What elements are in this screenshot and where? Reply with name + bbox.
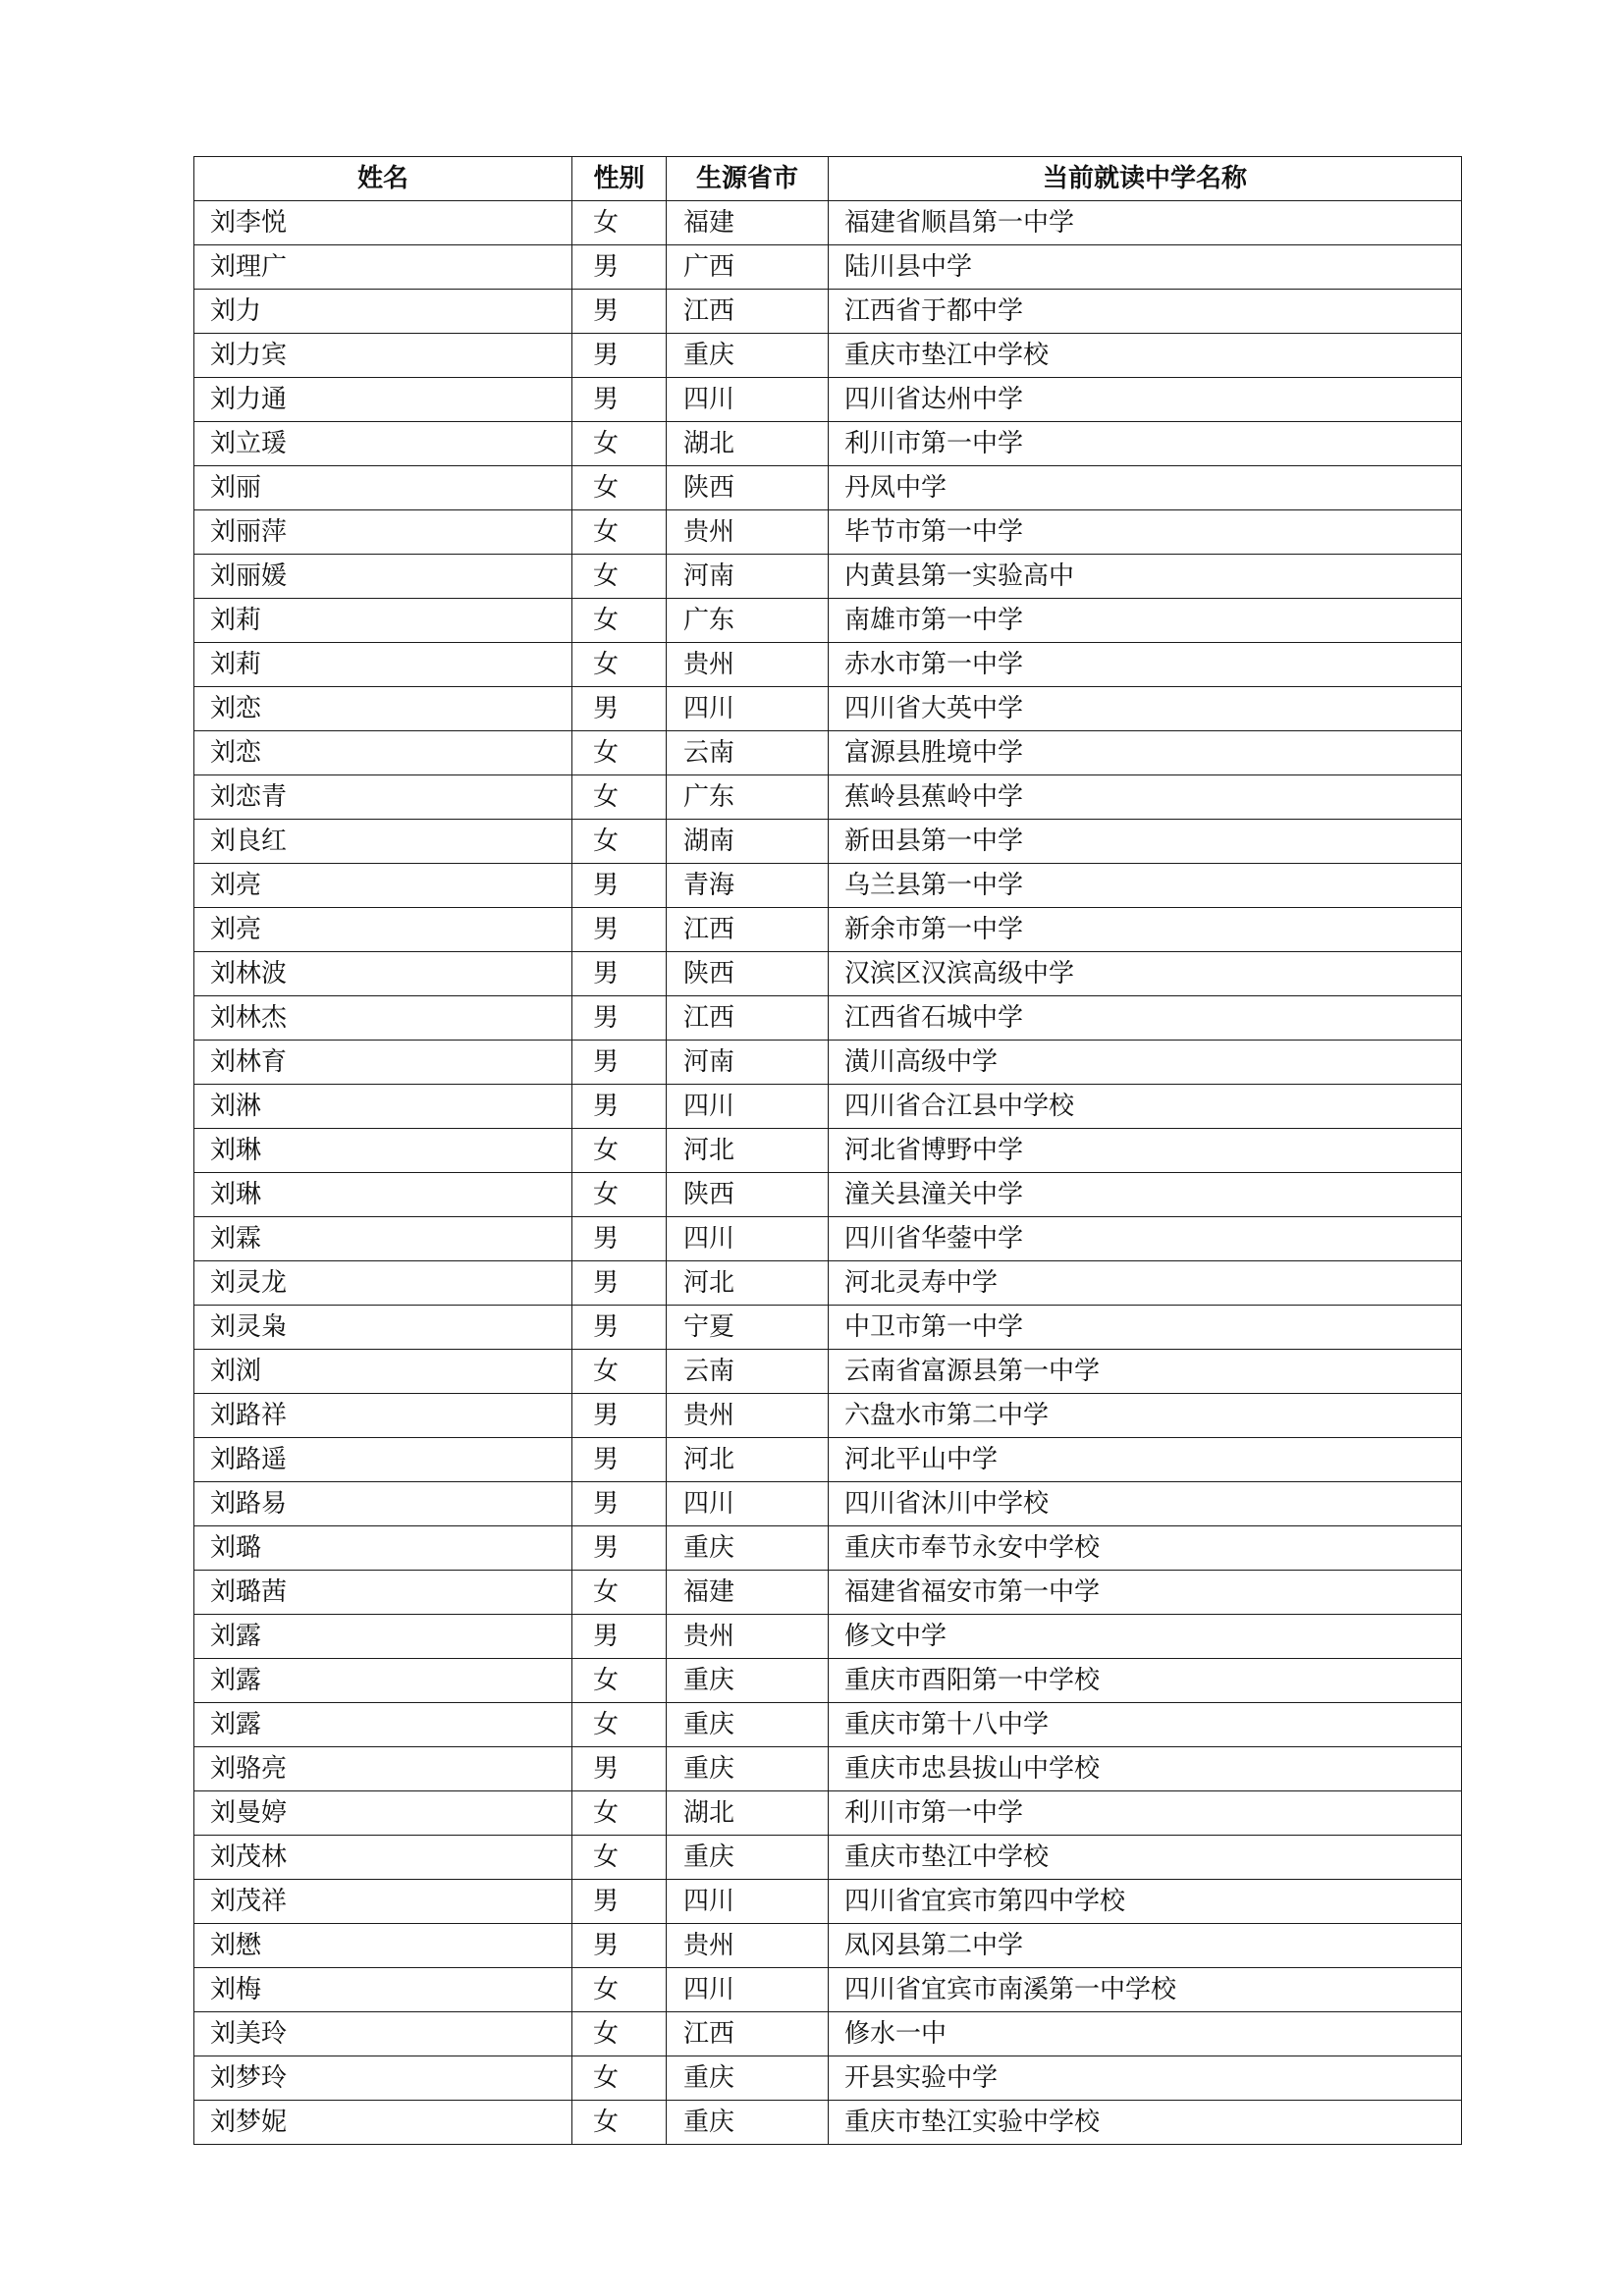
cell-gender: 男 [572, 1041, 667, 1085]
cell-gender: 男 [572, 952, 667, 996]
cell-name: 刘路遥 [194, 1438, 572, 1482]
table-row [194, 908, 1462, 952]
cell-gender: 男 [572, 1261, 667, 1306]
table-row [194, 555, 1462, 599]
cell-name: 刘莉 [194, 643, 572, 687]
cell-gender: 女 [572, 1350, 667, 1394]
table-row [194, 1747, 1462, 1791]
cell-gender: 女 [572, 1129, 667, 1173]
table-row [194, 1394, 1462, 1438]
cell-name: 刘力通 [194, 378, 572, 422]
cell-gender: 男 [572, 1747, 667, 1791]
cell-province: 四川 [667, 1085, 829, 1129]
table-row [194, 1173, 1462, 1217]
cell-name: 刘力宾 [194, 334, 572, 378]
header-gender: 性别 [572, 157, 667, 201]
cell-province: 重庆 [667, 2101, 829, 2145]
cell-province: 福建 [667, 201, 829, 245]
cell-school: 开县实验中学 [829, 2056, 1462, 2101]
cell-gender: 女 [572, 2056, 667, 2101]
cell-province: 重庆 [667, 1747, 829, 1791]
cell-school: 河北省博野中学 [829, 1129, 1462, 1173]
cell-school: 新田县第一中学 [829, 820, 1462, 864]
cell-school: 内黄县第一实验高中 [829, 555, 1462, 599]
cell-gender: 女 [572, 422, 667, 466]
cell-province: 宁夏 [667, 1306, 829, 1350]
table-row [194, 1041, 1462, 1085]
cell-name: 刘丽萍 [194, 510, 572, 555]
cell-school: 重庆市垫江实验中学校 [829, 2101, 1462, 2145]
cell-school: 四川省宜宾市南溪第一中学校 [829, 1968, 1462, 2012]
cell-gender: 女 [572, 2012, 667, 2056]
table-row [194, 1791, 1462, 1836]
table-row [194, 2056, 1462, 2101]
table-row [194, 334, 1462, 378]
header-school: 当前就读中学名称 [829, 157, 1462, 201]
table-row [194, 687, 1462, 731]
cell-province: 贵州 [667, 1924, 829, 1968]
cell-name: 刘骆亮 [194, 1747, 572, 1791]
cell-name: 刘璐茜 [194, 1571, 572, 1615]
table-row [194, 422, 1462, 466]
cell-name: 刘恋青 [194, 775, 572, 820]
cell-province: 福建 [667, 1571, 829, 1615]
cell-school: 赤水市第一中学 [829, 643, 1462, 687]
cell-gender: 女 [572, 201, 667, 245]
cell-name: 刘力 [194, 290, 572, 334]
cell-gender: 女 [572, 555, 667, 599]
cell-gender: 男 [572, 290, 667, 334]
table-row [194, 1703, 1462, 1747]
cell-gender: 女 [572, 2101, 667, 2145]
cell-gender: 男 [572, 1924, 667, 1968]
cell-school: 新余市第一中学 [829, 908, 1462, 952]
table-row [194, 201, 1462, 245]
cell-province: 四川 [667, 1482, 829, 1526]
cell-province: 江西 [667, 996, 829, 1041]
cell-gender: 女 [572, 1703, 667, 1747]
header-province: 生源省市 [667, 157, 829, 201]
cell-school: 江西省石城中学 [829, 996, 1462, 1041]
table-row [194, 1129, 1462, 1173]
cell-school: 四川省大英中学 [829, 687, 1462, 731]
cell-school: 重庆市垫江中学校 [829, 1836, 1462, 1880]
cell-province: 河北 [667, 1129, 829, 1173]
cell-name: 刘露 [194, 1703, 572, 1747]
cell-name: 刘淋 [194, 1085, 572, 1129]
table-row [194, 1085, 1462, 1129]
cell-gender: 男 [572, 245, 667, 290]
cell-school: 修水一中 [829, 2012, 1462, 2056]
cell-school: 潢川高级中学 [829, 1041, 1462, 1085]
cell-province: 河南 [667, 1041, 829, 1085]
cell-school: 蕉岭县蕉岭中学 [829, 775, 1462, 820]
cell-school: 重庆市忠县拔山中学校 [829, 1747, 1462, 1791]
cell-school: 重庆市垫江中学校 [829, 334, 1462, 378]
cell-school: 潼关县潼关中学 [829, 1173, 1462, 1217]
table-row [194, 1659, 1462, 1703]
cell-province: 贵州 [667, 643, 829, 687]
cell-school: 四川省宜宾市第四中学校 [829, 1880, 1462, 1924]
cell-name: 刘路祥 [194, 1394, 572, 1438]
cell-province: 陕西 [667, 952, 829, 996]
cell-name: 刘林波 [194, 952, 572, 996]
cell-province: 陕西 [667, 466, 829, 510]
cell-name: 刘露 [194, 1615, 572, 1659]
cell-province: 重庆 [667, 1703, 829, 1747]
cell-school: 乌兰县第一中学 [829, 864, 1462, 908]
cell-name: 刘梦妮 [194, 2101, 572, 2145]
cell-school: 重庆市酉阳第一中学校 [829, 1659, 1462, 1703]
cell-gender: 女 [572, 1791, 667, 1836]
table-header-row [194, 157, 1462, 201]
cell-school: 六盘水市第二中学 [829, 1394, 1462, 1438]
cell-province: 河北 [667, 1438, 829, 1482]
cell-province: 四川 [667, 1968, 829, 2012]
cell-name: 刘丽媛 [194, 555, 572, 599]
cell-province: 陕西 [667, 1173, 829, 1217]
cell-name: 刘梦玲 [194, 2056, 572, 2101]
cell-name: 刘李悦 [194, 201, 572, 245]
table-row [194, 378, 1462, 422]
table-row [194, 1836, 1462, 1880]
cell-province: 四川 [667, 1217, 829, 1261]
cell-province: 湖北 [667, 422, 829, 466]
cell-gender: 男 [572, 1482, 667, 1526]
cell-name: 刘浏 [194, 1350, 572, 1394]
cell-name: 刘梅 [194, 1968, 572, 2012]
cell-province: 江西 [667, 290, 829, 334]
cell-school: 福建省福安市第一中学 [829, 1571, 1462, 1615]
cell-name: 刘灵龙 [194, 1261, 572, 1306]
cell-school: 福建省顺昌第一中学 [829, 201, 1462, 245]
cell-gender: 男 [572, 378, 667, 422]
cell-gender: 女 [572, 731, 667, 775]
cell-gender: 男 [572, 864, 667, 908]
cell-name: 刘璐 [194, 1526, 572, 1571]
cell-province: 广东 [667, 775, 829, 820]
cell-province: 云南 [667, 1350, 829, 1394]
cell-name: 刘琳 [194, 1173, 572, 1217]
cell-gender: 男 [572, 908, 667, 952]
cell-gender: 男 [572, 1085, 667, 1129]
cell-name: 刘露 [194, 1659, 572, 1703]
table-row [194, 1438, 1462, 1482]
table-row [194, 1968, 1462, 2012]
cell-school: 重庆市第十八中学 [829, 1703, 1462, 1747]
cell-province: 四川 [667, 687, 829, 731]
cell-gender: 男 [572, 1438, 667, 1482]
cell-school: 丹凤中学 [829, 466, 1462, 510]
cell-school: 利川市第一中学 [829, 422, 1462, 466]
cell-name: 刘亮 [194, 864, 572, 908]
cell-school: 四川省华蓥中学 [829, 1217, 1462, 1261]
cell-name: 刘曼婷 [194, 1791, 572, 1836]
cell-school: 四川省合江县中学校 [829, 1085, 1462, 1129]
cell-province: 重庆 [667, 2056, 829, 2101]
cell-school: 江西省于都中学 [829, 290, 1462, 334]
cell-name: 刘懋 [194, 1924, 572, 1968]
cell-gender: 女 [572, 1659, 667, 1703]
cell-gender: 女 [572, 643, 667, 687]
cell-name: 刘灵枭 [194, 1306, 572, 1350]
cell-name: 刘理广 [194, 245, 572, 290]
cell-province: 贵州 [667, 1615, 829, 1659]
cell-province: 四川 [667, 378, 829, 422]
cell-province: 重庆 [667, 1526, 829, 1571]
table-row [194, 245, 1462, 290]
cell-gender: 男 [572, 996, 667, 1041]
cell-province: 重庆 [667, 1659, 829, 1703]
cell-gender: 女 [572, 1968, 667, 2012]
cell-school: 河北平山中学 [829, 1438, 1462, 1482]
cell-province: 广西 [667, 245, 829, 290]
cell-province: 湖北 [667, 1791, 829, 1836]
cell-gender: 女 [572, 1571, 667, 1615]
table-row [194, 290, 1462, 334]
table-row [194, 1261, 1462, 1306]
cell-name: 刘立瑗 [194, 422, 572, 466]
cell-school: 四川省沐川中学校 [829, 1482, 1462, 1526]
cell-province: 云南 [667, 731, 829, 775]
cell-province: 江西 [667, 908, 829, 952]
cell-province: 江西 [667, 2012, 829, 2056]
cell-school: 修文中学 [829, 1615, 1462, 1659]
cell-name: 刘恋 [194, 687, 572, 731]
cell-school: 河北灵寿中学 [829, 1261, 1462, 1306]
table-row [194, 466, 1462, 510]
cell-gender: 男 [572, 1217, 667, 1261]
cell-school: 富源县胜境中学 [829, 731, 1462, 775]
table-row [194, 1217, 1462, 1261]
cell-school: 毕节市第一中学 [829, 510, 1462, 555]
cell-gender: 男 [572, 334, 667, 378]
cell-school: 陆川县中学 [829, 245, 1462, 290]
cell-gender: 女 [572, 1173, 667, 1217]
cell-name: 刘林育 [194, 1041, 572, 1085]
table-row [194, 1350, 1462, 1394]
cell-name: 刘恋 [194, 731, 572, 775]
cell-province: 贵州 [667, 1394, 829, 1438]
table-row [194, 1526, 1462, 1571]
cell-school: 利川市第一中学 [829, 1791, 1462, 1836]
table-row [194, 1482, 1462, 1526]
cell-gender: 男 [572, 1394, 667, 1438]
cell-school: 重庆市奉节永安中学校 [829, 1526, 1462, 1571]
table-row [194, 2012, 1462, 2056]
table-row [194, 1571, 1462, 1615]
cell-gender: 女 [572, 820, 667, 864]
cell-province: 贵州 [667, 510, 829, 555]
cell-name: 刘良红 [194, 820, 572, 864]
table-body [194, 201, 1462, 2145]
cell-school: 云南省富源县第一中学 [829, 1350, 1462, 1394]
cell-province: 四川 [667, 1880, 829, 1924]
cell-gender: 女 [572, 510, 667, 555]
header-name: 姓名 [194, 157, 572, 201]
cell-name: 刘霖 [194, 1217, 572, 1261]
cell-name: 刘莉 [194, 599, 572, 643]
cell-name: 刘琳 [194, 1129, 572, 1173]
table-row [194, 1880, 1462, 1924]
cell-gender: 男 [572, 1880, 667, 1924]
table-row [194, 510, 1462, 555]
table-row [194, 952, 1462, 996]
cell-name: 刘茂林 [194, 1836, 572, 1880]
cell-school: 南雄市第一中学 [829, 599, 1462, 643]
table-row [194, 1615, 1462, 1659]
table-row [194, 820, 1462, 864]
cell-gender: 男 [572, 1526, 667, 1571]
cell-province: 河北 [667, 1261, 829, 1306]
cell-province: 广东 [667, 599, 829, 643]
cell-province: 重庆 [667, 1836, 829, 1880]
cell-gender: 女 [572, 775, 667, 820]
cell-school: 中卫市第一中学 [829, 1306, 1462, 1350]
cell-school: 四川省达州中学 [829, 378, 1462, 422]
table-row [194, 731, 1462, 775]
table-row [194, 864, 1462, 908]
table-row [194, 1306, 1462, 1350]
cell-gender: 男 [572, 1615, 667, 1659]
cell-gender: 女 [572, 1836, 667, 1880]
cell-name: 刘路易 [194, 1482, 572, 1526]
cell-gender: 女 [572, 599, 667, 643]
cell-province: 重庆 [667, 334, 829, 378]
cell-province: 湖南 [667, 820, 829, 864]
cell-gender: 男 [572, 687, 667, 731]
cell-name: 刘茂祥 [194, 1880, 572, 1924]
cell-gender: 女 [572, 466, 667, 510]
cell-province: 青海 [667, 864, 829, 908]
table-row [194, 2101, 1462, 2145]
cell-name: 刘丽 [194, 466, 572, 510]
student-roster-table [193, 156, 1462, 2145]
table-row [194, 599, 1462, 643]
cell-school: 汉滨区汉滨高级中学 [829, 952, 1462, 996]
cell-province: 河南 [667, 555, 829, 599]
cell-name: 刘美玲 [194, 2012, 572, 2056]
cell-name: 刘亮 [194, 908, 572, 952]
table-row [194, 643, 1462, 687]
table-row [194, 775, 1462, 820]
cell-gender: 男 [572, 1306, 667, 1350]
table-row [194, 996, 1462, 1041]
table-row [194, 1924, 1462, 1968]
cell-school: 凤冈县第二中学 [829, 1924, 1462, 1968]
cell-name: 刘林杰 [194, 996, 572, 1041]
